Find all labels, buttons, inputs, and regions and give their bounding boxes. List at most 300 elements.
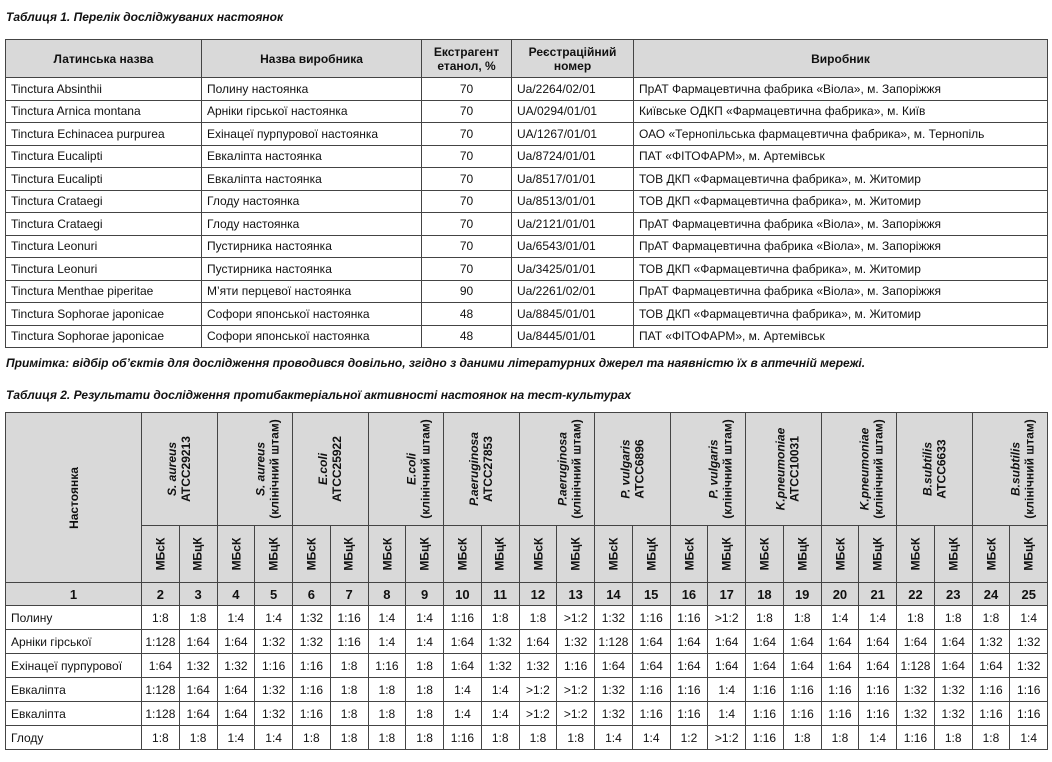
dilution-cell: 1:16 (783, 678, 821, 702)
product-name-cell: Софори японської настоянка (202, 325, 422, 348)
registration-cell: UA/0294/01/01 (512, 100, 634, 123)
dilution-cell: 1:8 (330, 702, 368, 726)
dilution-cell: 1:16 (859, 702, 897, 726)
dilution-cell: 1:4 (481, 678, 519, 702)
header-registration: Реєстраційний номер (512, 40, 634, 78)
product-name-cell: Пустирника настоянка (202, 235, 422, 258)
dilution-cell: 1:16 (821, 678, 859, 702)
dilution-cell: 1:8 (821, 726, 859, 750)
dilution-cell: 1:8 (519, 726, 557, 750)
manufacturer-cell: ПрАТ Фармацевтична фабрика «Віола», м. Запоріжжя (634, 213, 1048, 236)
dilution-cell: 1:32 (293, 630, 331, 654)
dilution-cell: 1:16 (859, 678, 897, 702)
dilution-cell: 1:4 (708, 678, 746, 702)
dilution-cell: 1:4 (406, 606, 444, 630)
dilution-cell: >1:2 (519, 678, 557, 702)
header-mbsk: МБсК (670, 526, 708, 583)
latin-name-cell: Tinctura Crataegi (6, 213, 202, 236)
header-mbck: МБцК (330, 526, 368, 583)
latin-name-cell: Tinctura Menthae piperitae (6, 280, 202, 303)
header-mbsk: МБсК (595, 526, 633, 583)
dilution-cell: 1:32 (481, 654, 519, 678)
dilution-cell: 1:8 (897, 606, 935, 630)
dilution-cell: 1:16 (444, 606, 482, 630)
dilution-cell: 1:32 (897, 702, 935, 726)
product-name-cell: Софори японської настоянка (202, 303, 422, 326)
dilution-cell: 1:32 (519, 654, 557, 678)
product-name-cell: Евкаліпта настоянка (202, 145, 422, 168)
header-culture: P.aeruginosa ATCC27853 (444, 413, 520, 526)
dilution-cell: >1:2 (557, 606, 595, 630)
dilution-cell: 1:4 (444, 678, 482, 702)
dilution-cell: >1:2 (557, 702, 595, 726)
dilution-cell: 1:8 (406, 702, 444, 726)
table-row (6, 606, 1048, 630)
registration-cell: Ua/2264/02/01 (512, 78, 634, 101)
dilution-cell: 1:8 (972, 726, 1010, 750)
column-number: 17 (708, 583, 746, 606)
tincture-name-cell: Глоду (6, 726, 142, 750)
table-row (6, 258, 1048, 281)
dilution-cell: 1:128 (897, 654, 935, 678)
table-row (6, 235, 1048, 258)
dilution-cell: 1:32 (217, 654, 255, 678)
header-mbck: МБцК (934, 526, 972, 583)
dilution-cell: 1:64 (217, 702, 255, 726)
column-number: 9 (406, 583, 444, 606)
header-mbsk: МБсК (444, 526, 482, 583)
product-name-cell: Ехінацеї пурпурової настоянка (202, 123, 422, 146)
header-culture: B.subtilis (клінічний штам) (972, 413, 1048, 526)
dilution-cell: 1:16 (1010, 678, 1048, 702)
dilution-cell: 1:8 (406, 654, 444, 678)
header-mbsk: МБсК (368, 526, 406, 583)
header-product-name: Назва виробника (202, 40, 422, 78)
table-row (6, 190, 1048, 213)
column-number: 7 (330, 583, 368, 606)
dilution-cell: 1:8 (142, 606, 180, 630)
dilution-cell: 1:4 (255, 726, 293, 750)
dilution-cell: 1:32 (255, 702, 293, 726)
tincture-name-cell: Ехінацеї пурпурової (6, 654, 142, 678)
column-number: 21 (859, 583, 897, 606)
dilution-cell: 1:16 (972, 702, 1010, 726)
ethanol-cell: 48 (422, 325, 512, 348)
dilution-cell: 1:8 (368, 678, 406, 702)
column-number: 6 (293, 583, 331, 606)
column-number: 20 (821, 583, 859, 606)
dilution-cell: 1:8 (406, 678, 444, 702)
dilution-cell: 1:128 (142, 702, 180, 726)
product-name-cell: Пустирника настоянка (202, 258, 422, 281)
dilution-cell: 1:4 (444, 702, 482, 726)
header-mbck: МБцК (255, 526, 293, 583)
column-number: 10 (444, 583, 482, 606)
dilution-cell: 1:8 (481, 606, 519, 630)
registration-cell: Ua/8724/01/01 (512, 145, 634, 168)
latin-name-cell: Tinctura Arnica montana (6, 100, 202, 123)
header-manufacturer: Виробник (634, 40, 1048, 78)
table2-culture-header-row (6, 413, 1048, 526)
registration-cell: Ua/6543/01/01 (512, 235, 634, 258)
dilution-cell: 1:32 (293, 606, 331, 630)
antibacterial-results-table (5, 412, 1048, 750)
registration-cell: UA/1267/01/01 (512, 123, 634, 146)
header-mbsk: МБсК (821, 526, 859, 583)
column-number: 18 (746, 583, 784, 606)
column-number: 4 (217, 583, 255, 606)
dilution-cell: 1:4 (708, 702, 746, 726)
dilution-cell: 1:64 (595, 654, 633, 678)
dilution-cell: 1:8 (293, 726, 331, 750)
table-row (6, 630, 1048, 654)
header-tincture: Настоянка (6, 413, 142, 583)
column-number: 25 (1010, 583, 1048, 606)
dilution-cell: 1:4 (821, 606, 859, 630)
registration-cell: Ua/8845/01/01 (512, 303, 634, 326)
tincture-name-cell: Евкаліпта (6, 702, 142, 726)
registration-cell: Ua/8445/01/01 (512, 325, 634, 348)
table-row (6, 123, 1048, 146)
dilution-cell: 1:4 (217, 606, 255, 630)
product-name-cell: Арніки гірської настоянка (202, 100, 422, 123)
dilution-cell: 1:16 (972, 678, 1010, 702)
product-name-cell: Глоду настоянка (202, 190, 422, 213)
column-number: 23 (934, 583, 972, 606)
dilution-cell: 1:64 (708, 630, 746, 654)
dilution-cell: 1:64 (444, 654, 482, 678)
dilution-cell: 1:8 (783, 606, 821, 630)
ethanol-cell: 70 (422, 258, 512, 281)
table-row (6, 678, 1048, 702)
dilution-cell: 1:16 (821, 702, 859, 726)
dilution-cell: 1:64 (859, 630, 897, 654)
header-culture: K.pneumoniae (клінічний штам) (821, 413, 897, 526)
dilution-cell: 1:32 (1010, 630, 1048, 654)
column-number: 19 (783, 583, 821, 606)
header-mbsk: МБсК (293, 526, 331, 583)
manufacturer-cell: ПАТ «ФІТОФАРМ», м. Артемівськ (634, 325, 1048, 348)
dilution-cell: >1:2 (557, 678, 595, 702)
dilution-cell: 1:8 (179, 726, 217, 750)
column-number: 3 (179, 583, 217, 606)
table1-caption: Таблиця 1. Перелік досліджуваних настоянок (6, 10, 284, 24)
dilution-cell: 1:4 (217, 726, 255, 750)
column-number: 12 (519, 583, 557, 606)
ethanol-cell: 70 (422, 145, 512, 168)
dilution-cell: 1:8 (746, 606, 784, 630)
dilution-cell: 1:64 (519, 630, 557, 654)
dilution-cell: 1:16 (330, 606, 368, 630)
dilution-cell: 1:16 (293, 678, 331, 702)
dilution-cell: 1:64 (746, 630, 784, 654)
column-number: 15 (632, 583, 670, 606)
header-mbck: МБцК (557, 526, 595, 583)
ethanol-cell: 70 (422, 78, 512, 101)
dilution-cell: 1:4 (1010, 726, 1048, 750)
dilution-cell: 1:8 (934, 726, 972, 750)
dilution-cell: 1:32 (897, 678, 935, 702)
dilution-cell: 1:4 (595, 726, 633, 750)
dilution-cell: 1:16 (293, 654, 331, 678)
table2-sub-header-row (6, 526, 1048, 583)
header-latin-name: Латинська назва (6, 40, 202, 78)
dilution-cell: 1:8 (368, 726, 406, 750)
dilution-cell: 1:16 (670, 702, 708, 726)
dilution-cell: 1:16 (632, 702, 670, 726)
dilution-cell: 1:4 (1010, 606, 1048, 630)
header-culture: P. vulgaris (клінічний штам) (670, 413, 746, 526)
dilution-cell: 1:32 (179, 654, 217, 678)
table-row (6, 145, 1048, 168)
dilution-cell: 1:16 (1010, 702, 1048, 726)
dilution-cell: 1:64 (708, 654, 746, 678)
table1-header-row (6, 40, 1048, 78)
latin-name-cell: Tinctura Sophorae japonicae (6, 325, 202, 348)
dilution-cell: 1:64 (670, 654, 708, 678)
column-number: 1 (6, 583, 142, 606)
ethanol-cell: 70 (422, 235, 512, 258)
header-culture: K.pneumoniae ATCC10031 (746, 413, 822, 526)
column-number: 8 (368, 583, 406, 606)
header-mbck: МБцК (1010, 526, 1048, 583)
column-number: 22 (897, 583, 935, 606)
product-name-cell: Полину настоянка (202, 78, 422, 101)
dilution-cell: 1:64 (179, 678, 217, 702)
header-mbsk: МБсК (897, 526, 935, 583)
dilution-cell: 1:32 (595, 702, 633, 726)
dilution-cell: 1:128 (142, 678, 180, 702)
dilution-cell: 1:8 (406, 726, 444, 750)
dilution-cell: 1:8 (519, 606, 557, 630)
header-culture: B.subtilis ATCC6633 (897, 413, 973, 526)
dilution-cell: 1:16 (783, 702, 821, 726)
table1-note: Примітка: відбір об’єктів для дослідження проводився довільно, згідно з даними літературних джерел та наявністю їх в аптечній мережі. (6, 356, 866, 370)
dilution-cell: 1:4 (859, 726, 897, 750)
header-mbck: МБцК (179, 526, 217, 583)
registration-cell: Ua/8517/01/01 (512, 168, 634, 191)
manufacturer-cell: ТОВ ДКП «Фармацевтична фабрика», м. Житомир (634, 258, 1048, 281)
header-culture: P. vulgaris ATCC6896 (595, 413, 671, 526)
dilution-cell: 1:8 (972, 606, 1010, 630)
ethanol-cell: 70 (422, 190, 512, 213)
dilution-cell: >1:2 (708, 726, 746, 750)
tincture-name-cell: Полину (6, 606, 142, 630)
header-mbck: МБцК (859, 526, 897, 583)
header-culture: E.coli ATCC25922 (293, 413, 369, 526)
header-culture: P.aeruginosa (клінічний штам) (519, 413, 595, 526)
column-number: 16 (670, 583, 708, 606)
dilution-cell: 1:16 (330, 630, 368, 654)
dilution-cell: >1:2 (708, 606, 746, 630)
header-mbsk: МБсК (142, 526, 180, 583)
table-row (6, 280, 1048, 303)
manufacturer-cell: ПрАТ Фармацевтична фабрика «Віола», м. Запоріжжя (634, 235, 1048, 258)
header-culture: S. aureus ATCC29213 (142, 413, 218, 526)
dilution-cell: 1:32 (557, 630, 595, 654)
dilution-cell: 1:32 (972, 630, 1010, 654)
header-mbsk: МБсК (519, 526, 557, 583)
column-number: 11 (481, 583, 519, 606)
registration-cell: Ua/2121/01/01 (512, 213, 634, 236)
tincture-name-cell: Евкаліпта (6, 678, 142, 702)
manufacturer-cell: ПАТ «ФІТОФАРМ», м. Артемівськ (634, 145, 1048, 168)
manufacturer-cell: Київське ОДКП «Фармацевтична фабрика», м. Київ (634, 100, 1048, 123)
dilution-cell: 1:64 (859, 654, 897, 678)
dilution-cell: 1:64 (746, 654, 784, 678)
dilution-cell: 1:8 (330, 678, 368, 702)
dilution-cell: 1:32 (595, 678, 633, 702)
column-number: 2 (142, 583, 180, 606)
header-extractant: Екстрагент етанол, % (422, 40, 512, 78)
dilution-cell: 1:64 (444, 630, 482, 654)
manufacturer-cell: ТОВ ДКП «Фармацевтична фабрика», м. Житомир (634, 190, 1048, 213)
table-row (6, 702, 1048, 726)
dilution-cell: 1:64 (217, 678, 255, 702)
dilution-cell: 1:128 (142, 630, 180, 654)
manufacturer-cell: ОАО «Тернопільська фармацевтична фабрика», м. Тернопіль (634, 123, 1048, 146)
dilution-cell: 1:4 (859, 606, 897, 630)
dilution-cell: 1:4 (632, 726, 670, 750)
dilution-cell: 1:4 (368, 606, 406, 630)
dilution-cell: 1:32 (595, 606, 633, 630)
dilution-cell: 1:32 (1010, 654, 1048, 678)
dilution-cell: 1:64 (217, 630, 255, 654)
dilution-cell: 1:16 (632, 606, 670, 630)
dilution-cell: 1:4 (481, 702, 519, 726)
table-row (6, 325, 1048, 348)
dilution-cell: 1:64 (934, 630, 972, 654)
manufacturer-cell: ПрАТ Фармацевтична фабрика «Віола», м. Запоріжжя (634, 280, 1048, 303)
dilution-cell: 1:64 (632, 630, 670, 654)
dilution-cell: 1:8 (142, 726, 180, 750)
dilution-cell: 1:16 (670, 606, 708, 630)
dilution-cell: 1:8 (934, 606, 972, 630)
dilution-cell: 1:64 (783, 654, 821, 678)
dilution-cell: 1:16 (557, 654, 595, 678)
header-mbck: МБцК (783, 526, 821, 583)
dilution-cell: 1:8 (368, 702, 406, 726)
tinctures-table (5, 39, 1048, 348)
latin-name-cell: Tinctura Crataegi (6, 190, 202, 213)
dilution-cell: 1:64 (934, 654, 972, 678)
header-culture: S. aureus (клінічний штам) (217, 413, 293, 526)
dilution-cell: 1:8 (179, 606, 217, 630)
header-mbsk: МБсК (972, 526, 1010, 583)
table2-column-number-row (6, 583, 1048, 606)
dilution-cell: 1:16 (444, 726, 482, 750)
product-name-cell: Глоду настоянка (202, 213, 422, 236)
dilution-cell: 1:64 (142, 654, 180, 678)
latin-name-cell: Tinctura Eucalipti (6, 168, 202, 191)
column-number: 13 (557, 583, 595, 606)
dilution-cell: 1:64 (897, 630, 935, 654)
latin-name-cell: Tinctura Leonuri (6, 235, 202, 258)
dilution-cell: 1:4 (406, 630, 444, 654)
dilution-cell: 1:64 (783, 630, 821, 654)
dilution-cell: 1:32 (255, 630, 293, 654)
registration-cell: Ua/3425/01/01 (512, 258, 634, 281)
latin-name-cell: Tinctura Sophorae japonicae (6, 303, 202, 326)
table-row (6, 78, 1048, 101)
dilution-cell: 1:64 (632, 654, 670, 678)
dilution-cell: 1:16 (293, 702, 331, 726)
manufacturer-cell: ПрАТ Фармацевтична фабрика «Віола», м. Запоріжжя (634, 78, 1048, 101)
dilution-cell: 1:64 (972, 654, 1010, 678)
dilution-cell: 1:64 (821, 654, 859, 678)
dilution-cell: 1:16 (368, 654, 406, 678)
dilution-cell: 1:16 (746, 726, 784, 750)
ethanol-cell: 70 (422, 123, 512, 146)
dilution-cell: 1:4 (368, 630, 406, 654)
ethanol-cell: 90 (422, 280, 512, 303)
table-row (6, 654, 1048, 678)
registration-cell: Ua/2261/02/01 (512, 280, 634, 303)
column-number: 24 (972, 583, 1010, 606)
dilution-cell: 1:32 (255, 678, 293, 702)
dilution-cell: 1:16 (670, 678, 708, 702)
table-row (6, 100, 1048, 123)
dilution-cell: >1:2 (519, 702, 557, 726)
table-row (6, 726, 1048, 750)
header-mbck: МБцК (632, 526, 670, 583)
latin-name-cell: Tinctura Echinacea purpurea (6, 123, 202, 146)
latin-name-cell: Tinctura Eucalipti (6, 145, 202, 168)
ethanol-cell: 48 (422, 303, 512, 326)
table-row (6, 168, 1048, 191)
dilution-cell: 1:8 (330, 654, 368, 678)
header-mbck: МБцК (481, 526, 519, 583)
tincture-name-cell: Арніки гірської (6, 630, 142, 654)
dilution-cell: 1:8 (783, 726, 821, 750)
dilution-cell: 1:16 (746, 702, 784, 726)
dilution-cell: 1:8 (481, 726, 519, 750)
header-mbck: МБцК (406, 526, 444, 583)
dilution-cell: 1:32 (934, 702, 972, 726)
table-row (6, 213, 1048, 236)
registration-cell: Ua/8513/01/01 (512, 190, 634, 213)
dilution-cell: 1:64 (179, 630, 217, 654)
dilution-cell: 1:4 (255, 606, 293, 630)
header-culture: E.coli (клінічний штам) (368, 413, 444, 526)
dilution-cell: 1:64 (179, 702, 217, 726)
dilution-cell: 1:16 (255, 654, 293, 678)
dilution-cell: 1:16 (746, 678, 784, 702)
product-name-cell: Евкаліпта настоянка (202, 168, 422, 191)
table2-caption: Таблиця 2. Результати дослідження протибактеріальної активності настоянок на тест-культурах (6, 388, 632, 402)
dilution-cell: 1:64 (821, 630, 859, 654)
dilution-cell: 1:8 (330, 726, 368, 750)
ethanol-cell: 70 (422, 168, 512, 191)
header-mbsk: МБсК (217, 526, 255, 583)
column-number: 14 (595, 583, 633, 606)
manufacturer-cell: ТОВ ДКП «Фармацевтична фабрика», м. Житомир (634, 303, 1048, 326)
header-mbck: МБцК (708, 526, 746, 583)
column-number: 5 (255, 583, 293, 606)
dilution-cell: 1:2 (670, 726, 708, 750)
table-row (6, 303, 1048, 326)
dilution-cell: 1:16 (897, 726, 935, 750)
dilution-cell: 1:32 (934, 678, 972, 702)
ethanol-cell: 70 (422, 213, 512, 236)
ethanol-cell: 70 (422, 100, 512, 123)
latin-name-cell: Tinctura Leonuri (6, 258, 202, 281)
dilution-cell: 1:64 (670, 630, 708, 654)
manufacturer-cell: ТОВ ДКП «Фармацевтична фабрика», м. Житомир (634, 168, 1048, 191)
dilution-cell: 1:128 (595, 630, 633, 654)
latin-name-cell: Tinctura Absinthii (6, 78, 202, 101)
dilution-cell: 1:8 (557, 726, 595, 750)
